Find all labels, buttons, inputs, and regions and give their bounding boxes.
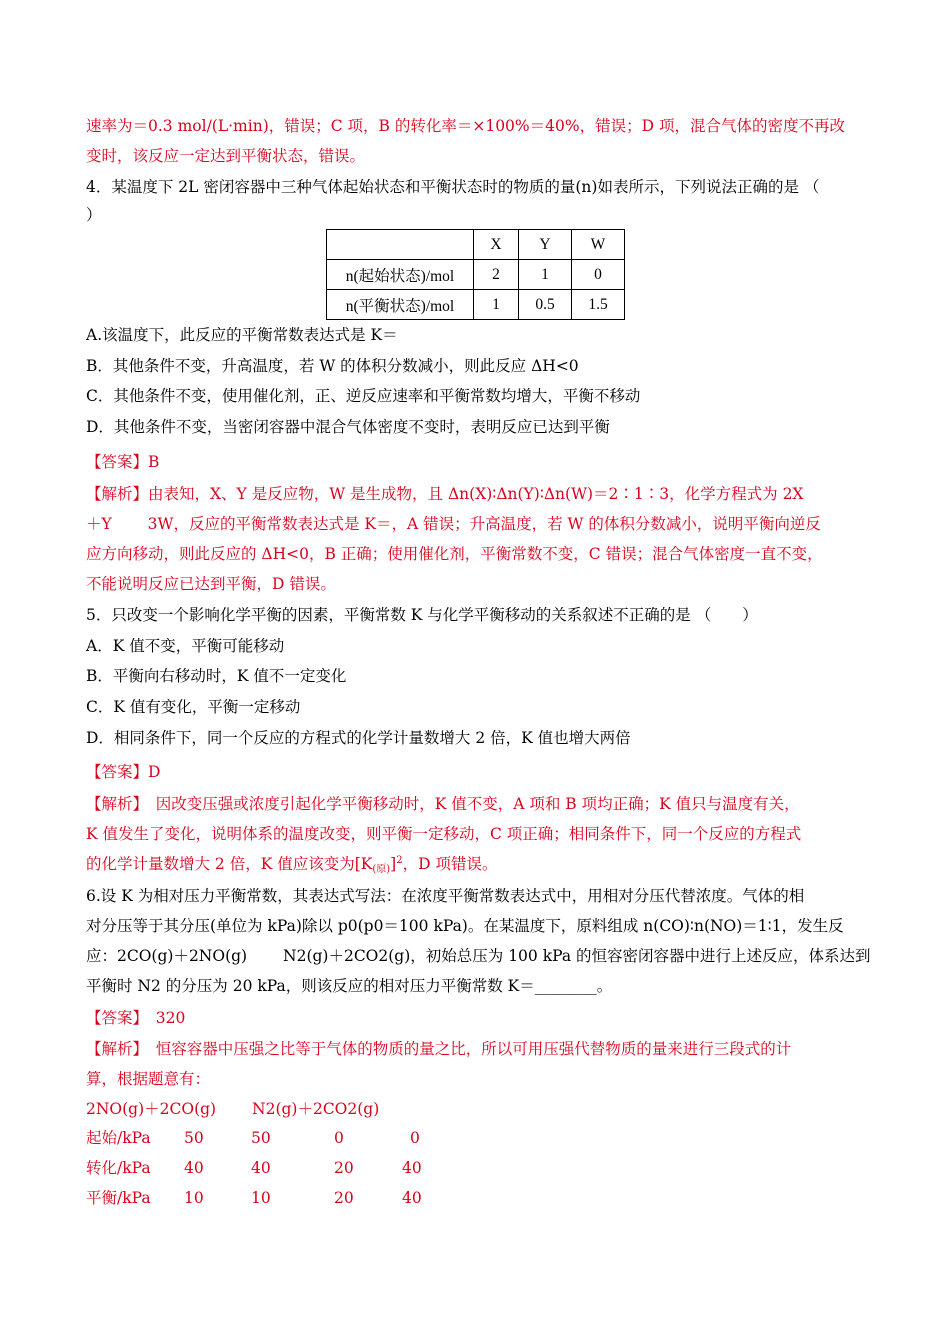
three-stage-value: 10 xyxy=(184,1189,204,1207)
question-5-explanation-line-3 xyxy=(86,854,497,874)
question-4-option-b: B．其他条件不变，升高温度，若 W 的体积分数减小，则此反应 ΔH<0 xyxy=(86,357,579,375)
table-header-row xyxy=(327,230,625,260)
three-stage-row-label: 转化/kPa xyxy=(86,1159,151,1177)
table-cell xyxy=(327,230,474,260)
table-row xyxy=(327,290,625,320)
question-5-explanation-line-1: 【解析】 因改变压强或浓度引起化学平衡移动时，K 值不变，A 项和 B 项均正确；K 值只与温度有关， xyxy=(86,795,800,813)
question-5-explanation-line-2: K 值发生了变化，说明体系的温度改变，则平衡一定移动，C 项正确；相同条件下，同一个反应的方程式 xyxy=(86,825,802,843)
three-stage-value: 40 xyxy=(402,1189,422,1207)
three-stage-row-label: 起始/kPa xyxy=(86,1129,151,1147)
table-cell: X xyxy=(474,230,519,260)
question-4-option-d: D．其他条件不变，当密闭容器中混合气体密度不变时，表明反应已达到平衡 xyxy=(86,418,610,436)
table-cell: Y xyxy=(519,230,572,260)
three-stage-value: 40 xyxy=(184,1159,204,1177)
question-6-line-2: 对分压等于其分压(单位为 kPa)除以 p0(p0＝100 kPa)。在某温度下，原料组成 n(CO)∶n(NO)＝1∶1，发生反 xyxy=(86,917,844,935)
table-cell: W xyxy=(572,230,625,260)
continued-explanation-line-1: 速率为＝0.3 mol/(L·min)，错误；C 项，B 的转化率＝×100%＝40%，错误；D 项，混合气体的密度不再改 xyxy=(86,117,845,135)
question-5-option-d: D．相同条件下，同一个反应的方程式的化学计量数增大 2 倍，K 值也增大两倍 xyxy=(86,729,631,747)
table-cell: 1 xyxy=(519,260,572,290)
explanation-text: 的化学计量数增大 2 倍，K 值应该变为[K xyxy=(86,855,373,873)
three-stage-value: 50 xyxy=(251,1129,271,1147)
question-6-line-3: 应：2CO(g)＋2NO(g) N2(g)＋2CO2(g)，初始总压为 100 kPa 的恒容密闭容器中进行上述反应，体系达到 xyxy=(86,947,871,965)
question-4-stem-line-2: ） xyxy=(86,206,102,224)
question-4-explanation-line-1: 【解析】由表知，X、Y 是反应物，W 是生成物，且 Δn(X)∶Δn(Y)∶Δn(W)＝2∶1∶3，化学方程式为 2X xyxy=(86,485,804,503)
three-stage-value: 20 xyxy=(334,1189,354,1207)
question-4-option-c: C．其他条件不变，使用催化剂，正、逆反应速率和平衡常数均增大，平衡不移动 xyxy=(86,387,641,405)
three-stage-value: 50 xyxy=(184,1129,204,1147)
table-cell: 0.5 xyxy=(519,290,572,320)
three-stage-row-label: 平衡/kPa xyxy=(86,1189,151,1207)
question-4-stem-line-1: 4．某温度下 2L 密闭容器中三种气体起始状态和平衡状态时的物质的量(n)如表所示，下列说法正确的是 （ xyxy=(86,178,820,196)
question-4-table xyxy=(326,229,625,320)
question-4-explanation-line-3: 应方向移动，则此反应的 ΔH<0，B 正确；使用催化剂，平衡常数不变，C 错误；混合气体密度一直不变， xyxy=(86,545,823,563)
explanation-text: ] xyxy=(390,855,397,873)
subscript: (原) xyxy=(372,864,391,875)
three-stage-value: 10 xyxy=(251,1189,271,1207)
three-stage-value: 20 xyxy=(334,1159,354,1177)
question-4-explanation-line-4: 不能说明反应已达到平衡，D 错误。 xyxy=(86,575,336,593)
question-6-line-4: 平衡时 N2 的分压为 20 kPa，则该反应的相对压力平衡常数 K＝________。 xyxy=(86,977,613,995)
question-5-option-c: C．K 值有变化，平衡一定移动 xyxy=(86,698,301,716)
three-stage-value: 0 xyxy=(410,1129,420,1147)
question-4-option-a: A.该温度下，此反应的平衡常数表达式是 K＝ xyxy=(86,326,398,344)
three-stage-equation: 2NO(g)＋2CO(g) N2(g)＋2CO2(g) xyxy=(86,1100,380,1118)
explanation-text: ，D 项错误。 xyxy=(402,855,498,873)
question-6-line-1: 6.设 K 为相对压力平衡常数，其表达式写法：在浓度平衡常数表达式中，用相对分压代替浓度。气体的相 xyxy=(86,887,805,905)
question-6-explanation-line-1: 【解析】 恒容容器中压强之比等于气体的物质的量之比，所以可用压强代替物质的量来进行三段式的计 xyxy=(86,1040,792,1058)
question-5-option-a: A．K 值不变，平衡可能移动 xyxy=(86,637,285,655)
table-cell: n(起始状态)/mol xyxy=(327,260,474,290)
question-6-answer: 【答案】 320 xyxy=(86,1009,186,1027)
continued-explanation-line-2: 变时，该反应一定达到平衡状态，错误。 xyxy=(86,147,366,165)
superscript: 2 xyxy=(396,855,403,866)
three-stage-value: 40 xyxy=(402,1159,422,1177)
question-5-answer: 【答案】D xyxy=(86,763,161,781)
question-4-answer: 【答案】B xyxy=(86,453,160,471)
table-cell: n(平衡状态)/mol xyxy=(327,290,474,320)
table-cell: 2 xyxy=(474,260,519,290)
table-cell: 1 xyxy=(474,290,519,320)
three-stage-value: 40 xyxy=(251,1159,271,1177)
question-5-option-b: B．平衡向右移动时，K 值不一定变化 xyxy=(86,667,347,685)
question-4-explanation-line-2: ＋Y 3W，反应的平衡常数表达式是 K＝，A 错误；升高温度，若 W 的体积分数减小，说明平衡向逆反 xyxy=(86,515,821,533)
three-stage-value: 0 xyxy=(334,1129,344,1147)
table-cell: 0 xyxy=(572,260,625,290)
table-row xyxy=(327,260,625,290)
question-5-stem: 5．只改变一个影响化学平衡的因素，平衡常数 K 与化学平衡移动的关系叙述不正确的是 （ ） xyxy=(86,606,758,624)
table-cell: 1.5 xyxy=(572,290,625,320)
question-6-explanation-line-2: 算，根据题意有： xyxy=(86,1070,211,1088)
